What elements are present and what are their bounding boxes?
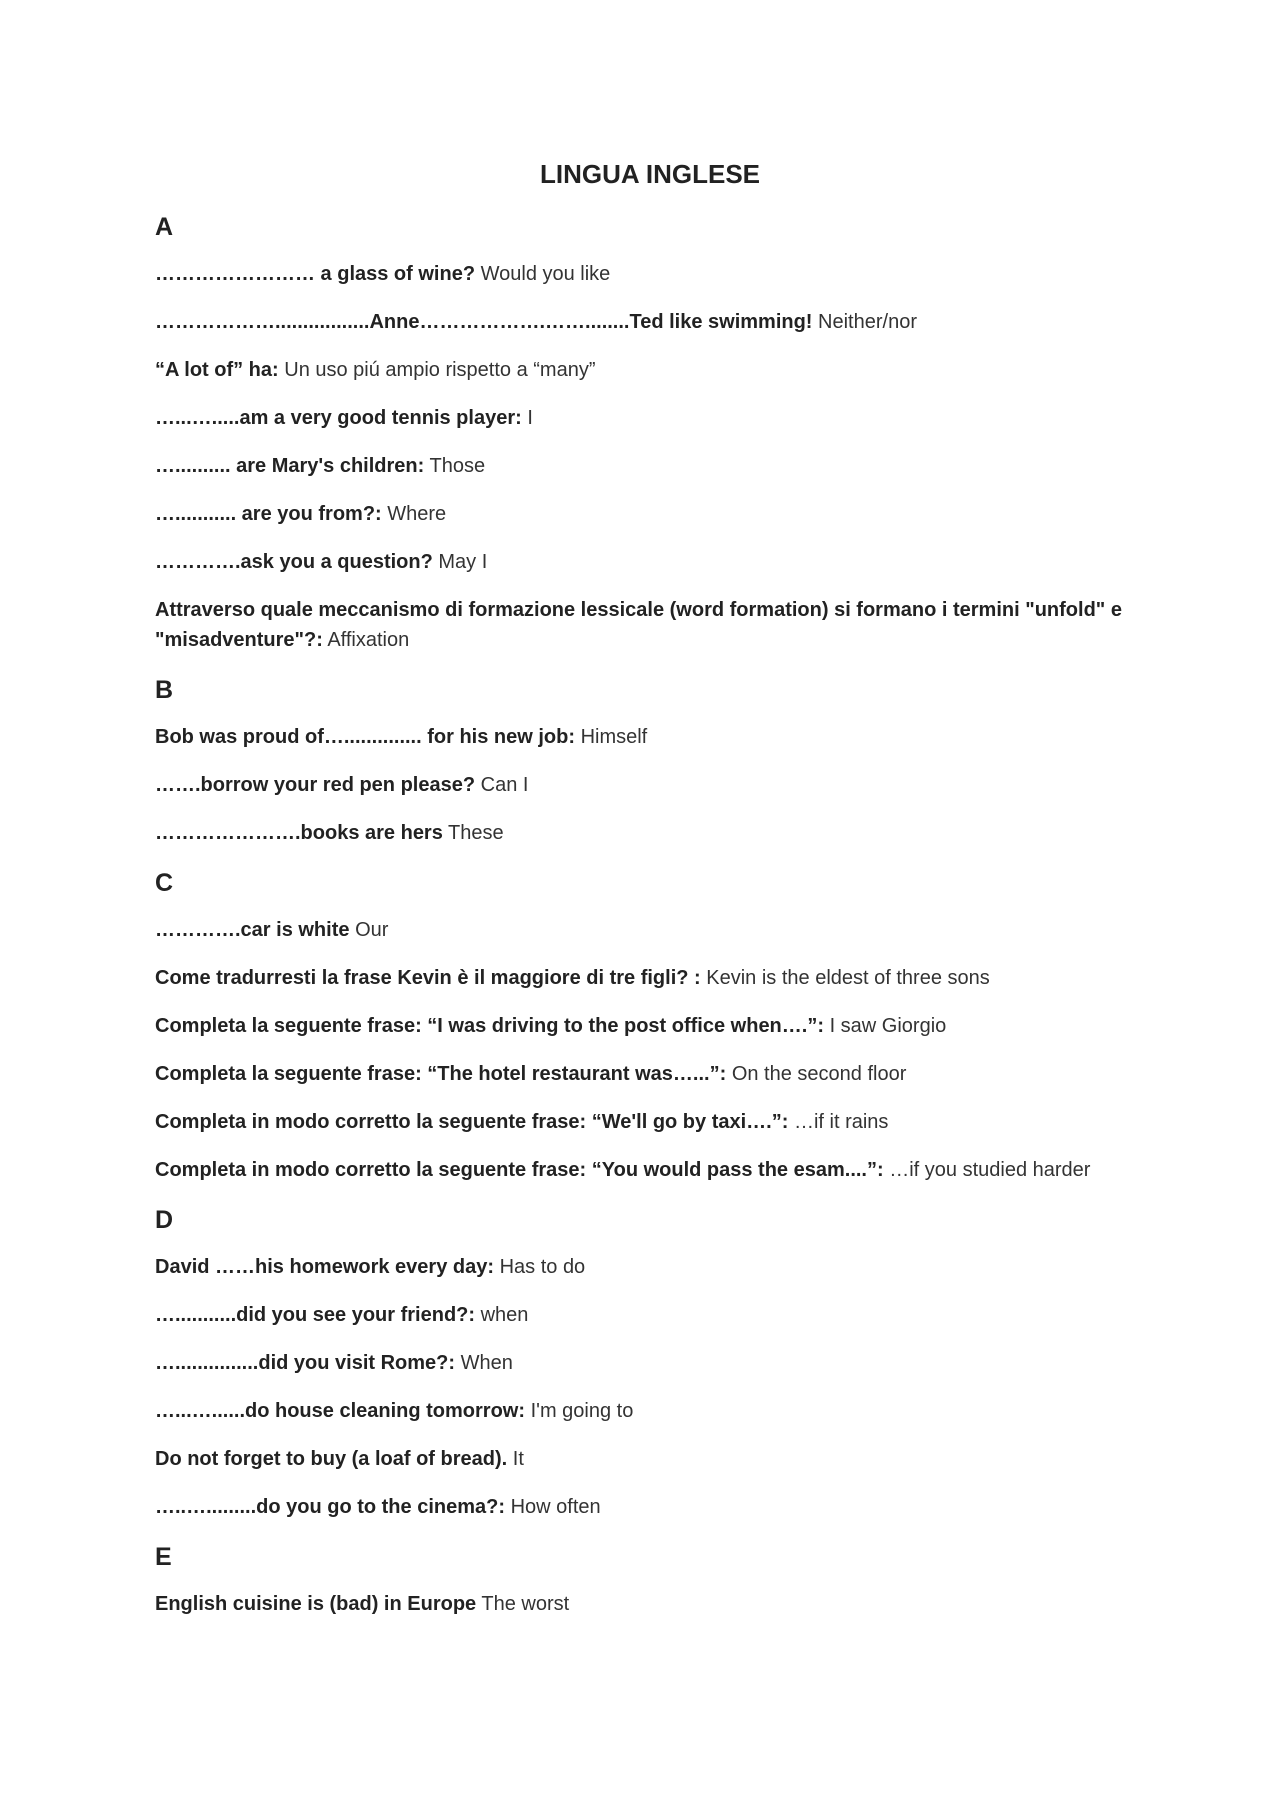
answer-text: It bbox=[512, 1447, 524, 1470]
answer-text: I bbox=[527, 406, 533, 429]
question-text: Completa in modo corretto la seguente frase: “You would pass the esam....”: bbox=[155, 1158, 884, 1181]
qa-item bbox=[155, 1444, 1145, 1474]
question-text: Attraverso quale meccanismo di formazione lessicale (word formation) si formano i termini "unfold" e "misadventure"?: bbox=[155, 598, 1122, 651]
answer-text: Kevin is the eldest of three sons bbox=[706, 966, 990, 989]
question-text: Completa la seguente frase: “I was driving to the post office when….”: bbox=[155, 1014, 824, 1037]
qa-item bbox=[155, 1155, 1145, 1185]
answer-text: Can I bbox=[480, 773, 529, 796]
qa-item bbox=[155, 307, 1145, 337]
question-text: …........... are you from?: bbox=[155, 502, 382, 525]
qa-item bbox=[155, 355, 1145, 385]
answer-text: …if it rains bbox=[793, 1110, 889, 1133]
qa-item bbox=[155, 1059, 1145, 1089]
question-text: …...…......do house cleaning tomorrow: bbox=[155, 1399, 526, 1422]
section-heading-c: C bbox=[155, 868, 174, 897]
section-heading-e: E bbox=[155, 1542, 172, 1571]
question-text: Bob was proud of….............. for his new job: bbox=[155, 725, 575, 748]
question-text: David ……his homework every day: bbox=[155, 1255, 495, 1278]
qa-item bbox=[155, 1492, 1145, 1522]
question-text: …….borrow your red pen please? bbox=[155, 773, 476, 796]
answer-text: On the second floor bbox=[731, 1062, 907, 1085]
qa-item bbox=[155, 259, 1145, 289]
qa-item bbox=[155, 1252, 1145, 1282]
answer-text: Our bbox=[355, 918, 389, 941]
qa-item bbox=[155, 722, 1145, 752]
qa-item bbox=[155, 770, 1145, 800]
section-heading-b: B bbox=[155, 675, 174, 704]
qa-item bbox=[155, 1011, 1145, 1041]
document-page bbox=[155, 140, 1145, 1619]
qa-item bbox=[155, 499, 1145, 529]
qa-item bbox=[155, 403, 1145, 433]
qa-item bbox=[155, 547, 1145, 577]
question-text: ………………….books are hers bbox=[155, 821, 443, 844]
qa-item bbox=[155, 1348, 1145, 1378]
answer-text: Neither/nor bbox=[818, 310, 917, 333]
section-heading-a: A bbox=[155, 212, 174, 241]
page-title: LINGUA INGLESE bbox=[539, 159, 761, 189]
question-text: ……………….................Anne……………….……........Ted like swimming! bbox=[155, 310, 813, 333]
qa-item bbox=[155, 595, 1145, 655]
question-text: ………….ask you a question? bbox=[155, 550, 433, 573]
answer-text: I'm going to bbox=[530, 1399, 634, 1422]
qa-item bbox=[155, 1300, 1145, 1330]
answer-text: When bbox=[460, 1351, 513, 1374]
question-text: …...….....am a very good tennis player: bbox=[155, 406, 522, 429]
answer-text: Has to do bbox=[499, 1255, 586, 1278]
question-text: Do not forget to buy (a loaf of bread). bbox=[155, 1447, 508, 1470]
answer-text: Where bbox=[387, 502, 447, 525]
answer-text: Affixation bbox=[327, 628, 410, 651]
question-text: Come tradurresti la frase Kevin è il maggiore di tre figli? : bbox=[155, 966, 701, 989]
answer-text: …if you studied harder bbox=[889, 1158, 1091, 1181]
qa-item bbox=[155, 818, 1145, 848]
question-text: Completa in modo corretto la seguente frase: “We'll go by taxi….”: bbox=[155, 1110, 789, 1133]
answer-text: Those bbox=[429, 454, 486, 477]
qa-item bbox=[155, 1589, 1145, 1619]
answer-text: How often bbox=[510, 1495, 601, 1518]
qa-item bbox=[155, 1396, 1145, 1426]
section-heading-d: D bbox=[155, 1205, 174, 1234]
question-text: Completa la seguente frase: “The hotel restaurant was…...”: bbox=[155, 1062, 727, 1085]
answer-text: Himself bbox=[580, 725, 648, 748]
answer-text: Un uso piú ampio rispetto a “many” bbox=[284, 358, 596, 381]
question-text: …………………… a glass of wine? bbox=[155, 262, 476, 285]
answer-text: when bbox=[480, 1303, 529, 1326]
answer-text: The worst bbox=[481, 1592, 570, 1615]
answer-text: Would you like bbox=[480, 262, 611, 285]
question-text: ….......... are Mary's children: bbox=[155, 454, 425, 477]
question-text: “A lot of” ha: bbox=[155, 358, 279, 381]
question-text: …..….........do you go to the cinema?: bbox=[155, 1495, 506, 1518]
qa-item bbox=[155, 963, 1145, 993]
question-text: …...............did you visit Rome?: bbox=[155, 1351, 456, 1374]
answer-text: I saw Giorgio bbox=[829, 1014, 947, 1037]
qa-item bbox=[155, 1107, 1145, 1137]
qa-item bbox=[155, 915, 1145, 945]
answer-text: May I bbox=[438, 550, 488, 573]
answer-text: These bbox=[448, 821, 504, 844]
question-text: ………….car is white bbox=[155, 918, 350, 941]
question-text: …...........did you see your friend?: bbox=[155, 1303, 476, 1326]
question-text: English cuisine is (bad) in Europe bbox=[155, 1592, 477, 1615]
qa-item bbox=[155, 451, 1145, 481]
